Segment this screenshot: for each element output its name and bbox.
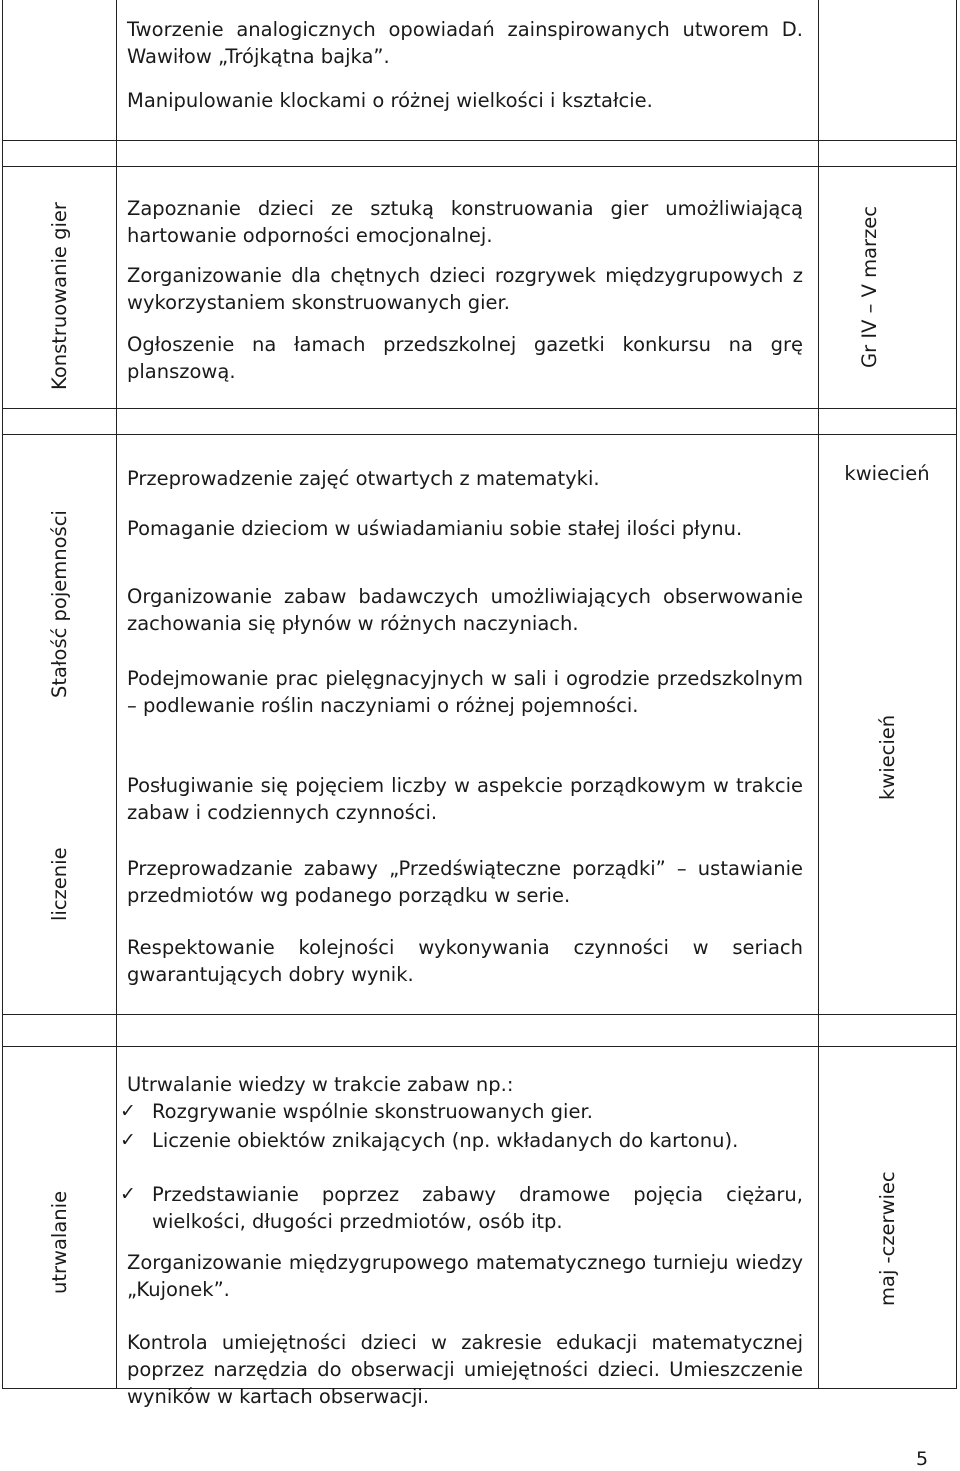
liczenie-paragraph-4: Podejmowanie prac pielęgnacyjnych w sali i ogrodzie przedszkolnym – podlewanie roślin naczyniami o różnej pojemności.: [127, 667, 803, 717]
utrwalanie-time: maj -czerwiec: [876, 1171, 899, 1306]
utrwalanie-paragraph-2: Kontrola umiejętności dzieci w zakresie edukacji matematycznej poprzez narzędzia do obserwacji umiejętności dzieci. Umieszczenie wyników w kartach obserwacji.: [127, 1331, 803, 1408]
konstruowanie-paragraph-2: Zorganizowanie dla chętnych dzieci rozgrywek międzygrupowych z wykorzystaniem skonstruowanych gier.: [127, 264, 803, 314]
table-border-h3: [2, 408, 957, 409]
table-border-h2: [2, 166, 957, 167]
table-border-h6: [2, 1046, 957, 1047]
top-paragraph-2: Manipulowanie klockami o różnej wielkości i kształcie.: [127, 89, 653, 112]
liczenie-time-top: kwiecień: [844, 462, 930, 485]
liczenie-paragraph-1: Przeprowadzenie zajęć otwartych z matematyki.: [127, 467, 600, 490]
utrwalanie-paragraph-1: Zorganizowanie międzygrupowego matematycznego turnieju wiedzy „Kujonek”.: [127, 1251, 803, 1301]
utrwalanie-intro: Utrwalanie wiedzy w trakcie zabaw np.:: [127, 1073, 514, 1096]
liczenie-paragraph-7: Respektowanie kolejności wykonywania czynności w seriach gwarantujących dobry wynik.: [127, 936, 803, 986]
konstruowanie-paragraph-1: Zapoznanie dzieci ze sztuką konstruowania gier umożliwiającą hartowanie odporności emocjonalnej.: [127, 197, 803, 247]
table-border-left: [2, 0, 3, 1388]
konstruowanie-label: Konstruowanie gier: [48, 202, 71, 390]
table-border-h4: [2, 434, 957, 435]
check-icon: ✓: [120, 1100, 136, 1122]
utrwalanie-label: utrwalanie: [48, 1190, 71, 1294]
checklist-item-text: Liczenie obiektów znikających (np. wkładanych do kartonu).: [152, 1129, 739, 1152]
liczenie-label-top: Stałość pojemności: [48, 510, 71, 698]
checklist-item-text: Rozgrywanie wspólnie skonstruowanych gier.: [152, 1100, 593, 1123]
top-paragraph-1: Tworzenie analogicznych opowiadań zainspirowanych utworem D. Wawiłow „Trójkątna bajka”.: [127, 18, 803, 68]
table-border-h1: [2, 140, 957, 141]
table-border-h5: [2, 1014, 957, 1015]
table-border-right: [956, 0, 957, 1388]
liczenie-label-bottom: liczenie: [48, 847, 71, 921]
liczenie-paragraph-2: Pomaganie dzieciom w uświadamianiu sobie stałej ilości płynu.: [127, 517, 743, 540]
konstruowanie-paragraph-3: Ogłoszenie na łamach przedszkolnej gazetki konkursu na grę planszową.: [127, 333, 803, 383]
check-icon: ✓: [120, 1129, 136, 1151]
table-border-col1: [116, 0, 117, 1388]
page-number: 5: [916, 1448, 929, 1470]
liczenie-time-rotated: kwiecień: [876, 714, 899, 800]
checklist-item-1: [120, 1098, 803, 1125]
liczenie-paragraph-6: Przeprowadzanie zabawy „Przedświąteczne porządki” – ustawianie przedmiotów wg podanego porządku w serie.: [127, 857, 803, 907]
checklist-item-2: [120, 1127, 803, 1154]
checklist-item-text: Przedstawianie poprzez zabawy dramowe pojęcia ciężaru, wielkości, długości przedmiotów, osób itp.: [152, 1183, 803, 1233]
table-border-col2: [818, 0, 819, 1388]
liczenie-paragraph-5: Posługiwanie się pojęciem liczby w aspekcie porządkowym w trakcie zabaw i codziennych czynności.: [127, 774, 803, 824]
checklist-item-3: [120, 1181, 803, 1235]
check-icon: ✓: [120, 1183, 136, 1205]
konstruowanie-time: Gr IV – V marzec: [858, 205, 881, 368]
liczenie-paragraph-3: Organizowanie zabaw badawczych umożliwiających obserwowanie zachowania się płynów w różnych naczyniach.: [127, 585, 803, 635]
